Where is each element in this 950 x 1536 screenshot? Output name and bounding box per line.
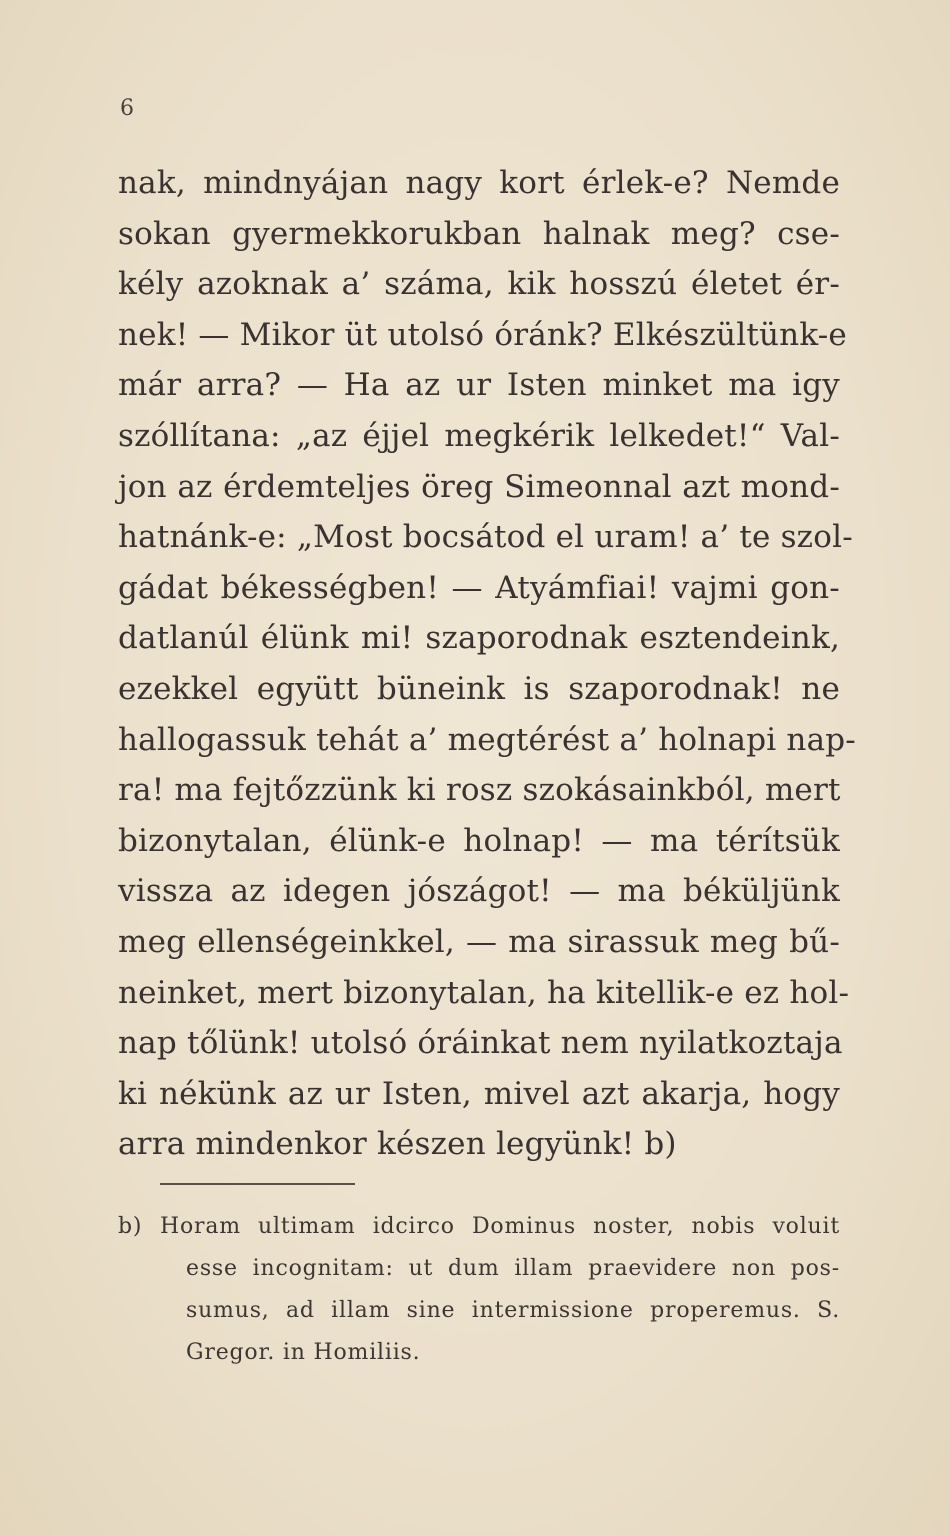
footnote-line: sumus, ad illam sine intermissione properemus. S. (186, 1298, 840, 1323)
footnote (118, 1206, 840, 1374)
text-line: hallogassuk tehát a’ megtérést a’ holnapi nap- (118, 721, 856, 758)
text-line: nek! — Mikor üt utolsó óránk? Elkészültünk-e (118, 316, 847, 353)
footnote-divider (160, 1183, 355, 1185)
text-line: meg ellenségeinkkel, — ma sirassuk meg bű- (118, 923, 840, 960)
text-line: ezekkel együtt büneink is szaporodnak! ne (118, 670, 840, 707)
footnote-line-text: Horam ultimam idcirco Dominus noster, nobis voluit (160, 1214, 840, 1239)
text-line: már arra? — Ha az ur Isten minket ma igy (118, 367, 840, 404)
text-line: gádat békességben! — Atyámfiai! vajmi gon- (118, 569, 840, 606)
text-line: neinket, mert bizonytalan, ha kitellik-e ez hol- (118, 974, 850, 1011)
text-line: jon az érdemteljes öreg Simeonnal azt mond- (118, 468, 840, 505)
text-line: szóllítana: „az éjjel megkérik lelkedet!“ Val- (118, 417, 840, 454)
footnote-line (118, 1206, 840, 1248)
text-line: kély azoknak a’ száma, kik hosszú életet ér- (118, 266, 840, 303)
text-line: bizonytalan, élünk-e holnap! — ma térítsük (118, 822, 840, 859)
text-line: hatnánk-e: „Most bocsátod el uram! a’ te szol- (118, 519, 853, 556)
text-line: sokan gyermekkorukban halnak meg? cse- (118, 215, 840, 252)
text-line: datlanúl élünk mi! szaporodnak esztendeink, (118, 620, 840, 657)
text-line: nap tőlünk! utolsó óráinkat nem nyilatkoztaja (118, 1025, 843, 1062)
text-line: ki nékünk az ur Isten, mivel azt akarja, hogy (118, 1075, 840, 1112)
footnote-line: Gregor. in Homiliis. (186, 1340, 421, 1365)
footnote-line: esse incognitam: ut dum illam praevidere non pos- (186, 1256, 840, 1281)
text-line: vissza az idegen jószágot! — ma béküljünk (118, 873, 840, 910)
body-text (118, 158, 856, 1170)
text-line: ra! ma fejtőzzünk ki rosz szokásainkból, mert (118, 772, 841, 809)
footnote-marker: b) (118, 1214, 143, 1239)
text-line: nak, mindnyájan nagy kort érlek-e? Nemde (118, 165, 840, 201)
page-number: 6 (120, 96, 134, 121)
text-line: arra mindenkor készen legyünk! b) (118, 1126, 677, 1163)
